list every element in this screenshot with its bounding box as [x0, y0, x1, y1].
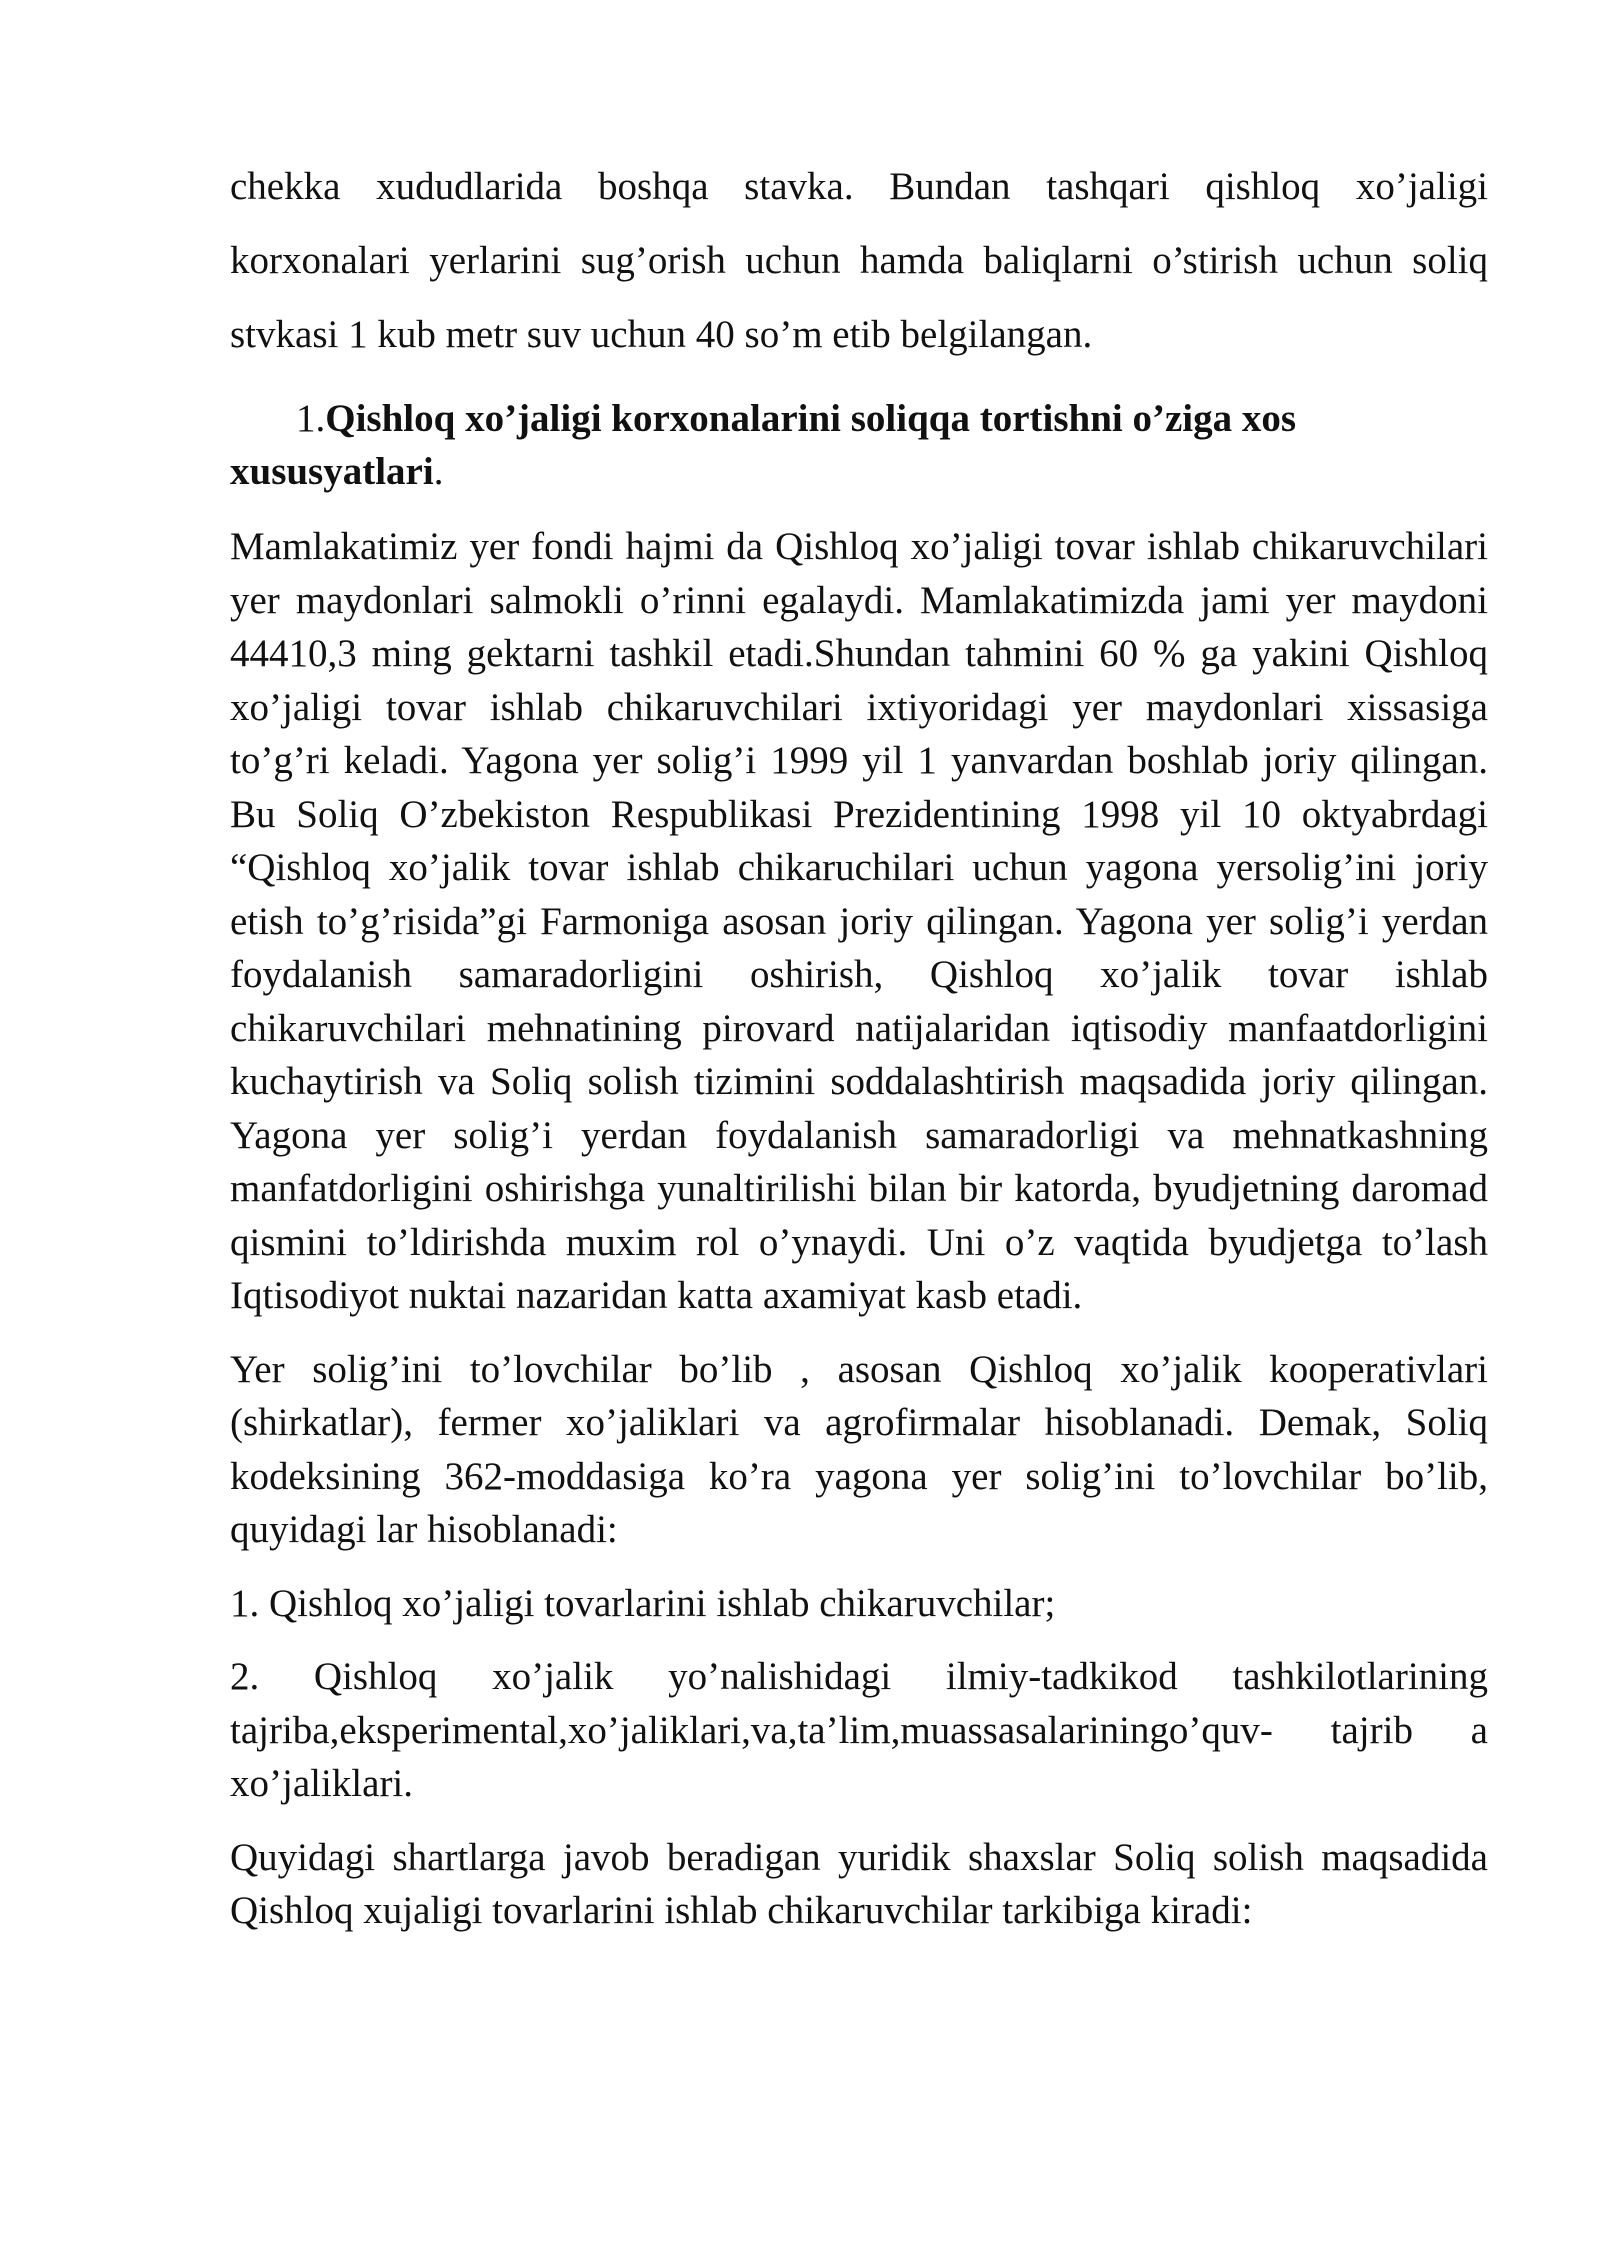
- heading-suffix: .: [433, 450, 444, 493]
- paragraph-continuation: chekka xududlarida boshqa stavka. Bundan tashqari qishloq xo’jaligi korxonalari yerlarini sug’orish uchun hamda baliqlarni o’stirish uchun soliq stvkasi 1 kub metr suv uchun 40 so’m etib belgilangan.: [230, 165, 1488, 356]
- paragraph-payers: Yer solig’ini to’lovchilar bo’lib , asosan Qishloq xo’jalik kooperativlari (shirkatlar), fermer xo’jaliklari va agrofirmalar hisoblanadi. Demak, Soliq kodeksining 362-moddasiga ko’ra yagona yer solig’ini to’lovchilar bo’lib, quyidagi lar hisoblanadi:: [230, 1347, 1488, 1551]
- document-page: [230, 150, 1488, 1958]
- heading-number: 1.: [296, 397, 326, 440]
- list-item: 2. Qishloq xo’jalik yo’nalishidagi ilmiy-tadkikod tashkilotlarining tajriba,eksperimental,xo’jaliklari,va,ta’lim,muassasalariningo’quv- tajrib a xo’jaliklari.: [230, 1655, 1488, 1805]
- paragraph-conditions: Quyidagi shartlarga javob beradigan yuridik shaxslar Soliq solish maqsadida Qishloq xujaligi tovarlarini ishlab chikaruvchilar tarkibiga kiradi:: [230, 1835, 1488, 1932]
- list-item: 1. Qishloq xo’jaligi tovarlarini ishlab chikaruvchilar;: [230, 1581, 1056, 1625]
- section-heading: [230, 392, 1488, 498]
- paragraph-land-fund: Mamlakatimiz yer fondi hajmi da Qishloq xo’jaligi tovar ishlab chikaruvchilari yer maydonlari salmokli o’rinni egalaydi. Mamlakatimizda jami yer maydoni 44410,3 ming gektarni tashkil etadi.Shundan tahmini 60 % ga yakini Qishloq xo’jaligi tovar ishlab chikaruvchilari ixtiyoridagi yer maydonlari xissasiga to’g’ri keladi. Yagona yer solig’i 1999 yil 1 yanvardan boshlab joriy qilingan. Bu Soliq O’zbekiston Respublikasi Prezidentining 1998 yil 10 oktyabrdagi “Qishloq xo’jalik tovar ishlab chikaruchilari uchun yagona yersolig’ini joriy etish to’g’risida”gi Farmoniga asosan joriy qilingan. Yagona yer solig’i yerdan foydalanish samaradorligini oshirish, Qishloq xo’jalik tovar ishlab chikaruvchilari mehnatining pirovard natijalaridan iqtisodiy manfaatdorligini kuchaytirish va Soliq solish tizimini soddalashtirish maqsadida joriy qilingan. Yagona yer solig’i yerdan foydalanish samaradorligi va mehnatkashning manfatdorligini oshirishga yunaltirilishi bilan bir katorda, byudjetning daromad qismini to’ldirishda muxim rol o’ynaydi. Uni o’z vaqtida byudjetga to’lash Iqtisodiyot nuktai nazaridan katta axamiyat kasb etadi.: [230, 525, 1488, 1317]
- heading-title: Qishloq xo’jaligi korxonalarini soliqqa tortishni o’ziga xos xususyatlari: [230, 397, 1297, 493]
